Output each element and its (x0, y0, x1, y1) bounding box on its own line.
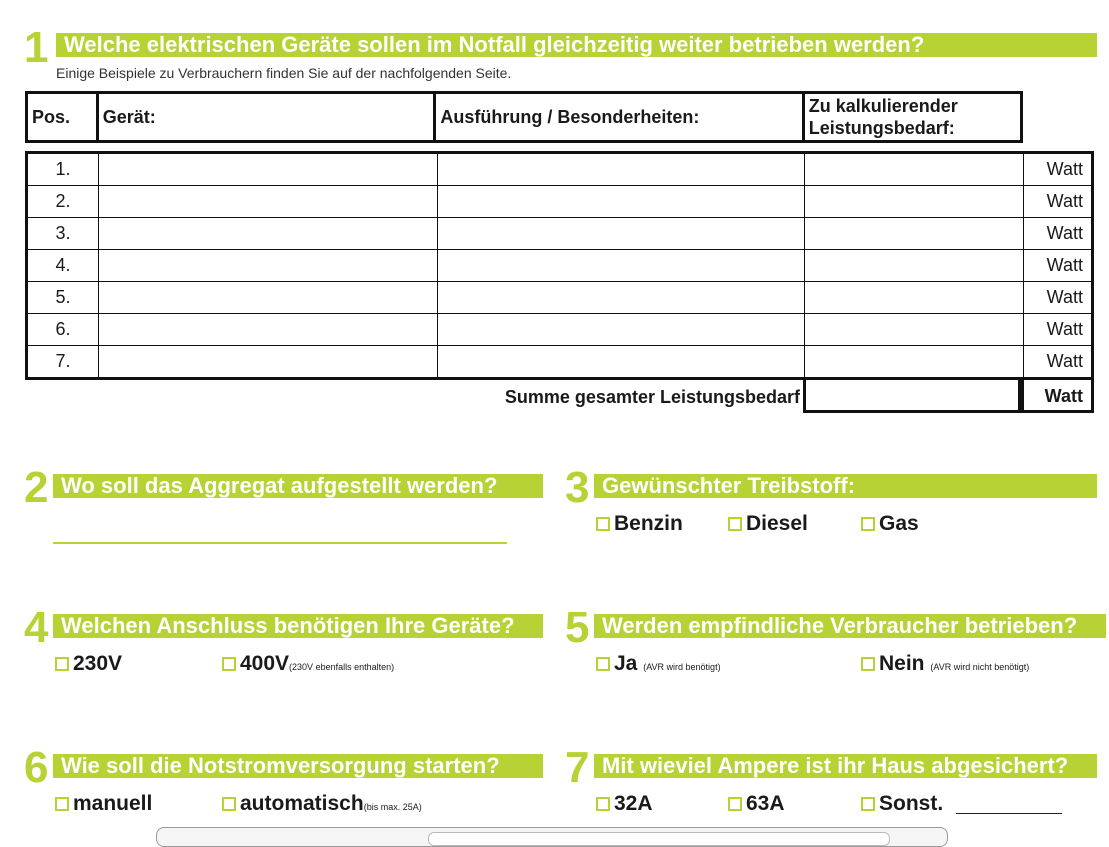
table-row (27, 153, 1093, 186)
unit-label: Watt (1024, 282, 1093, 314)
checkbox-icon[interactable] (596, 657, 610, 671)
row-pos: 1. (27, 153, 99, 186)
header-power: Zu kalkulierender Leistungsbedarf: (803, 93, 1021, 142)
device-cell[interactable] (99, 282, 438, 314)
row-pos: 5. (27, 282, 99, 314)
power-cell[interactable] (805, 282, 1024, 314)
option-label: 400V (240, 652, 290, 675)
table-row (27, 346, 1093, 379)
unit-label: Watt (1024, 218, 1093, 250)
section-number-3: 3 (565, 463, 590, 512)
ampere-option-63a[interactable] (728, 792, 785, 816)
checkbox-icon[interactable] (596, 797, 610, 811)
option-label: manuell (73, 792, 153, 815)
section-number-4: 4 (24, 603, 49, 652)
table-row (27, 250, 1093, 282)
section-title-3: Gewünschter Treibstoff: (594, 474, 1097, 498)
unit-label: Watt (1024, 346, 1093, 379)
option-label: Ja (614, 652, 638, 675)
checkbox-icon[interactable] (596, 517, 610, 531)
details-cell[interactable] (438, 250, 805, 282)
table-row (27, 314, 1093, 346)
table-row (27, 218, 1093, 250)
section-number-6: 6 (24, 743, 49, 792)
checkbox-icon[interactable] (55, 797, 69, 811)
option-label: 32A (614, 792, 653, 815)
option-note: (AVR wird nicht benötigt) (930, 662, 1030, 672)
fuel-option-gas[interactable] (861, 512, 919, 536)
row-pos: 6. (27, 314, 99, 346)
option-label: automatisch (240, 792, 364, 815)
row-pos: 2. (27, 186, 99, 218)
unit-label: Watt (1024, 186, 1093, 218)
section-title-6: Wie soll die Notstromversorgung starten? (53, 754, 543, 778)
section-number-1: 1 (24, 23, 49, 72)
option-label: Diesel (746, 512, 808, 535)
details-cell[interactable] (438, 346, 805, 379)
device-cell[interactable] (99, 186, 438, 218)
sum-input[interactable] (803, 380, 1021, 413)
option-label: Sonst. (879, 792, 944, 815)
section-hint-1: Einige Beispiele zu Verbrauchern finden Sie auf der nachfolgenden Seite. (56, 65, 512, 81)
device-table (25, 151, 1094, 380)
fuel-option-diesel[interactable] (728, 512, 808, 536)
section-number-7: 7 (565, 743, 590, 792)
device-cell[interactable] (99, 250, 438, 282)
fuel-option-benzin[interactable] (596, 512, 683, 536)
row-pos: 7. (27, 346, 99, 379)
unit-label: Watt (1024, 314, 1093, 346)
power-cell[interactable] (805, 218, 1024, 250)
sensitive-option-no[interactable] (861, 652, 1029, 679)
checkbox-icon[interactable] (861, 797, 875, 811)
checkbox-icon[interactable] (861, 517, 875, 531)
power-cell[interactable] (805, 346, 1024, 379)
ampere-option-other[interactable] (861, 792, 943, 816)
option-label: 230V (73, 652, 123, 675)
unit-label: Watt (1024, 250, 1093, 282)
connection-option-230v[interactable] (55, 652, 122, 676)
ampere-option-32a[interactable] (596, 792, 653, 816)
row-pos: 4. (27, 250, 99, 282)
details-cell[interactable] (438, 186, 805, 218)
option-label: Benzin (614, 512, 683, 535)
device-cell[interactable] (99, 314, 438, 346)
device-cell[interactable] (99, 218, 438, 250)
section-number-2: 2 (24, 463, 49, 512)
power-cell[interactable] (805, 250, 1024, 282)
checkbox-icon[interactable] (222, 657, 236, 671)
sum-label: Summe gesamter Leistungsbedarf (504, 387, 800, 407)
section-number-5: 5 (565, 603, 590, 652)
section-title-2: Wo soll das Aggregat aufgestellt werden? (53, 474, 543, 498)
start-option-manual[interactable] (55, 792, 152, 816)
bottom-frame-inner (428, 832, 890, 846)
device-cell[interactable] (99, 153, 438, 186)
start-option-automatic[interactable] (222, 792, 422, 819)
section-title-4: Welchen Anschluss benötigen Ihre Geräte? (53, 614, 543, 638)
checkbox-icon[interactable] (55, 657, 69, 671)
option-note: (AVR wird benötigt) (643, 662, 721, 672)
option-note: (bis max. 25A) (363, 802, 422, 812)
option-note: (230V ebenfalls enthalten) (289, 662, 395, 672)
checkbox-icon[interactable] (728, 517, 742, 531)
power-cell[interactable] (805, 153, 1024, 186)
table-row (27, 186, 1093, 218)
sum-unit: Watt (1021, 380, 1094, 413)
power-cell[interactable] (805, 314, 1024, 346)
details-cell[interactable] (438, 153, 805, 186)
option-label: 63A (746, 792, 785, 815)
device-cell[interactable] (99, 346, 438, 379)
section-title-1: Welche elektrischen Geräte sollen im Notfall gleichzeitig weiter betrieben werden? (56, 33, 1097, 57)
table-row (27, 282, 1093, 314)
checkbox-icon[interactable] (222, 797, 236, 811)
sensitive-option-yes[interactable] (596, 652, 721, 679)
header-device: Gerät: (97, 93, 435, 142)
details-cell[interactable] (438, 218, 805, 250)
option-label: Nein (879, 652, 925, 675)
checkbox-icon[interactable] (861, 657, 875, 671)
header-pos: Pos. (27, 93, 98, 142)
details-cell[interactable] (438, 314, 805, 346)
ampere-other-input-line[interactable] (956, 813, 1062, 814)
unit-label: Watt (1024, 153, 1093, 186)
checkbox-icon[interactable] (728, 797, 742, 811)
header-details: Ausführung / Besonderheiten: (435, 93, 803, 142)
details-cell[interactable] (438, 282, 805, 314)
connection-option-400v[interactable] (222, 652, 394, 679)
device-table-header (25, 91, 1023, 143)
section-title-7: Mit wieviel Ampere ist ihr Haus abgesichert? (594, 754, 1097, 778)
location-input-line[interactable] (53, 542, 507, 544)
row-pos: 3. (27, 218, 99, 250)
option-label: Gas (879, 512, 919, 535)
power-cell[interactable] (805, 186, 1024, 218)
section-title-5: Werden empfindliche Verbraucher betrieben? (594, 614, 1106, 638)
